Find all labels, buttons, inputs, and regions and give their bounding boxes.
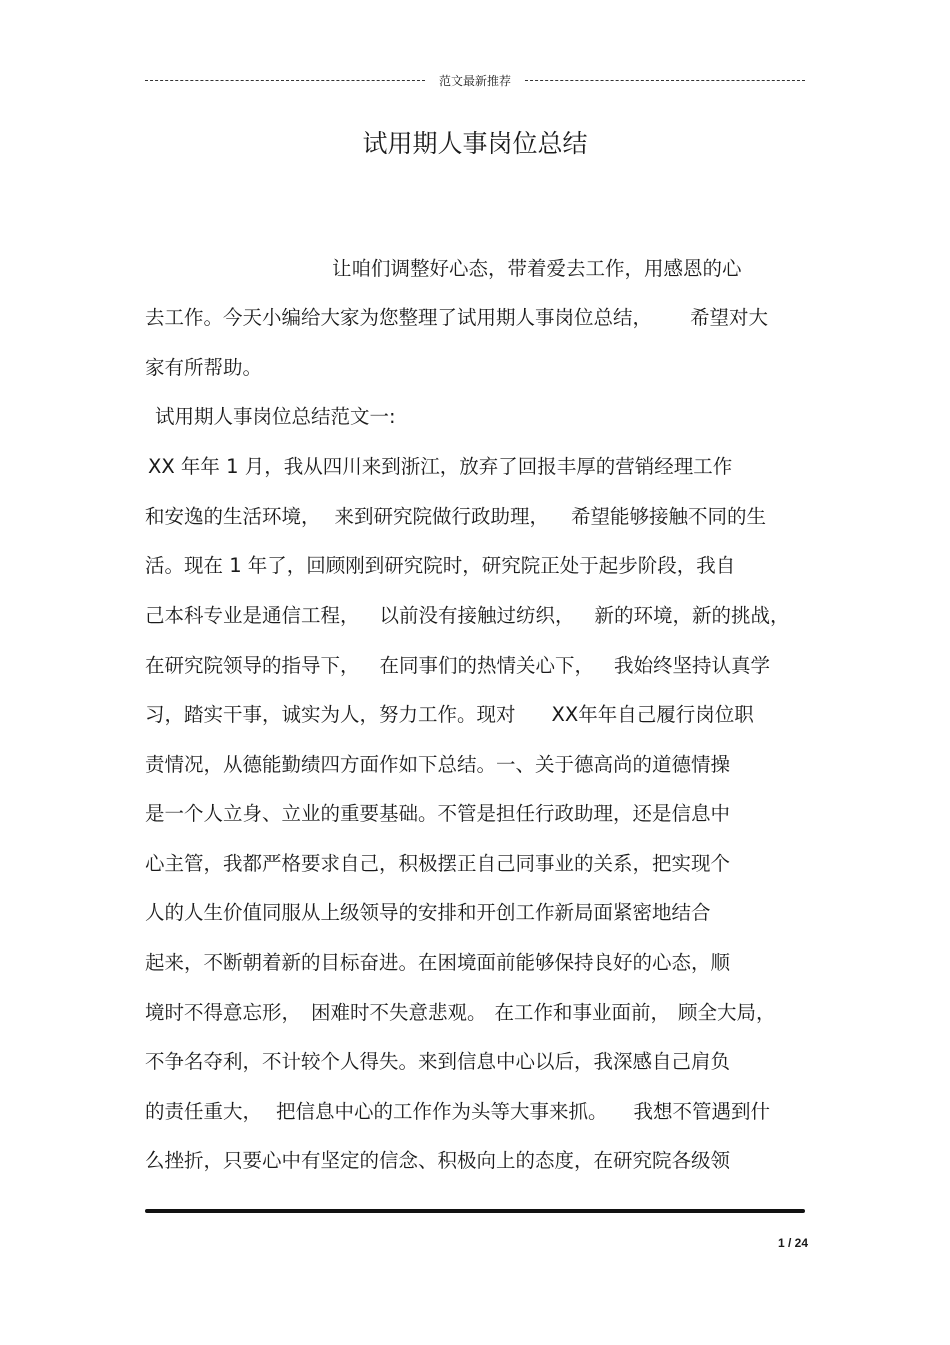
body-line: 心主管，我都严格要求自己，积极摆正自己同事业的关系，把实现个 xyxy=(145,852,731,875)
body-line: 么挫折，只要心中有坚定的信念、积极向上的态度，在研究院各级领 xyxy=(145,1149,731,1172)
body-line: 起来，不断朝着新的目标奋进。在困境面前能够保持良好的心态，顺 xyxy=(145,951,731,974)
body-line: 的责任重大， 把信息中心的工作作为头等大事来抓。 我想不管遇到什 xyxy=(145,1100,771,1123)
body-line: XX 年年 1 月，我从四川来到浙江，放弃了回报丰厚的营销经理工作 xyxy=(148,455,733,478)
body-line: 试用期人事岗位总结范文一: xyxy=(155,405,396,428)
body-line: 习，踏实干事，诚实为人，努力工作。现对 XX年年自己履行岗位职 xyxy=(145,703,754,726)
body-line: 不争名夺利，不计较个人得失。来到信息中心以后，我深感自己肩负 xyxy=(145,1050,731,1073)
page-number: 1 / 24 xyxy=(777,1236,808,1250)
document-title: 试用期人事岗位总结 xyxy=(362,129,588,158)
body-line: 家有所帮助。 xyxy=(145,356,263,379)
body-line: 让咱们调整好心态，带着爱去工作，用感恩的心 xyxy=(332,257,742,280)
body-line: 去工作。今天小编给大家为您整理了试用期人事岗位总结， 希望对大 xyxy=(145,306,769,329)
body-line: 是一个人立身、立业的重要基础。不管是担任行政助理，还是信息中 xyxy=(145,802,731,825)
header-right-rule xyxy=(525,80,805,81)
body-line: 在研究院领导的指导下， 在同事们的热情关心下， 我始终坚持认真学 xyxy=(145,654,771,677)
body-line: 活。现在 1 年了，回顾刚到研究院时，研究院正处于起步阶段，我自 xyxy=(145,554,736,577)
body-line: 和安逸的生活环境， 来到研究院做行政助理， 希望能够接触不同的生 xyxy=(145,505,767,528)
body-line: 人的人生价值同服从上级领导的安排和开创工作新局面紧密地结合 xyxy=(145,901,711,924)
header-label: 范文最新推荐 xyxy=(439,73,512,88)
page-header xyxy=(145,70,805,90)
body-line: 责情况，从德能勤绩四方面作如下总结。一、关于德高尚的道德情操 xyxy=(145,753,731,776)
body-line: 境时不得意忘形， 困难时不失意悲观。 在工作和事业面前， 顾全大局， xyxy=(145,1001,776,1024)
footer-rule xyxy=(145,1209,805,1213)
header-left-rule xyxy=(145,80,425,81)
body-line: 己本科专业是通信工程， 以前没有接触过纺织， 新的环境，新的挑战， xyxy=(145,604,790,627)
